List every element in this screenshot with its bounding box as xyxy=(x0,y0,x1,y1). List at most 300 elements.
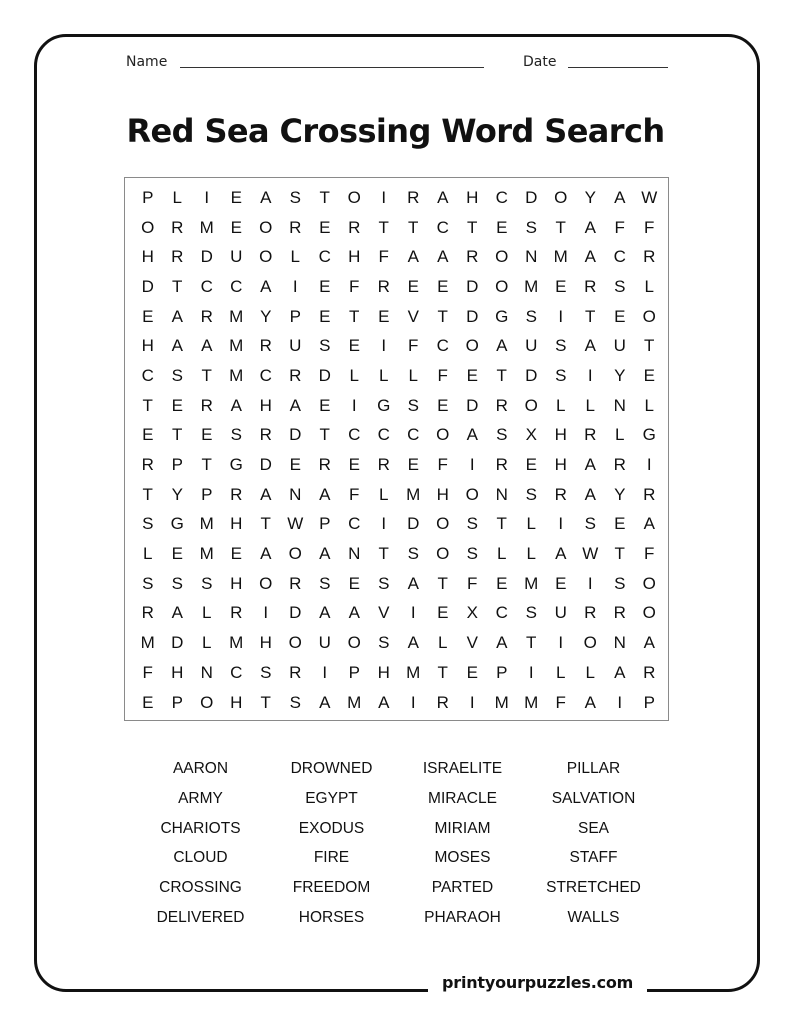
grid-letter[interactable]: S xyxy=(142,573,154,593)
grid-letter[interactable]: F xyxy=(349,484,360,504)
grid-letter[interactable]: A xyxy=(496,633,508,653)
grid-letter[interactable]: M xyxy=(553,247,568,267)
grid-letter[interactable]: H xyxy=(141,247,154,267)
grid-letter[interactable]: Y xyxy=(584,187,596,207)
grid-letter[interactable]: E xyxy=(555,276,567,296)
grid-letter[interactable]: E xyxy=(319,276,331,296)
grid-letter[interactable]: L xyxy=(556,395,566,415)
grid-letter[interactable]: G xyxy=(377,395,391,415)
grid-letter[interactable]: I xyxy=(469,692,475,712)
grid-letter[interactable]: R xyxy=(466,247,479,267)
grid-letter[interactable]: A xyxy=(260,276,272,296)
grid-letter[interactable]: O xyxy=(288,633,302,653)
grid-letter[interactable]: P xyxy=(496,662,508,682)
grid-letter[interactable]: O xyxy=(436,514,450,534)
grid-letter[interactable]: C xyxy=(436,336,449,356)
grid-letter[interactable]: S xyxy=(260,662,272,682)
grid-letter[interactable]: Y xyxy=(260,306,272,326)
grid-letter[interactable]: O xyxy=(288,544,302,564)
grid-letter[interactable]: O xyxy=(259,247,273,267)
grid-letter[interactable]: F xyxy=(349,276,360,296)
grid-letter[interactable]: E xyxy=(142,692,154,712)
grid-letter[interactable]: O xyxy=(465,336,479,356)
grid-letter[interactable]: T xyxy=(319,187,330,207)
grid-letter[interactable]: T xyxy=(496,514,507,534)
grid-letter[interactable]: R xyxy=(377,455,390,475)
grid-letter[interactable]: H xyxy=(230,573,243,593)
grid-letter[interactable]: A xyxy=(614,187,626,207)
grid-letter[interactable]: C xyxy=(200,276,213,296)
grid-letter[interactable]: R xyxy=(584,425,597,445)
grid-letter[interactable]: I xyxy=(410,603,416,623)
grid-letter[interactable]: E xyxy=(171,395,183,415)
grid-letter[interactable]: G xyxy=(170,514,184,534)
grid-letter[interactable]: D xyxy=(200,247,213,267)
grid-letter[interactable]: A xyxy=(319,603,331,623)
grid-letter[interactable]: A xyxy=(614,662,626,682)
grid-letter[interactable]: C xyxy=(259,365,272,385)
grid-letter[interactable]: W xyxy=(641,187,658,207)
grid-letter[interactable]: S xyxy=(289,692,301,712)
grid-letter[interactable]: S xyxy=(584,514,596,534)
grid-letter[interactable]: S xyxy=(555,365,567,385)
grid-letter[interactable]: T xyxy=(319,425,330,445)
grid-letter[interactable]: L xyxy=(438,633,448,653)
grid-letter[interactable]: P xyxy=(171,692,183,712)
grid-letter[interactable]: S xyxy=(378,633,390,653)
grid-letter[interactable]: S xyxy=(614,276,626,296)
grid-letter[interactable]: O xyxy=(347,187,361,207)
grid-letter[interactable]: S xyxy=(378,573,390,593)
grid-letter[interactable]: T xyxy=(614,544,625,564)
grid-letter[interactable]: R xyxy=(318,455,331,475)
grid-letter[interactable]: A xyxy=(466,425,478,445)
grid-letter[interactable]: D xyxy=(525,187,538,207)
grid-letter[interactable]: M xyxy=(347,692,362,712)
grid-letter[interactable]: C xyxy=(377,425,390,445)
grid-letter[interactable]: I xyxy=(558,306,564,326)
grid-letter[interactable]: U xyxy=(613,336,626,356)
grid-letter[interactable]: E xyxy=(348,573,360,593)
grid-letter[interactable]: U xyxy=(289,336,302,356)
grid-letter[interactable]: O xyxy=(465,484,479,504)
grid-letter[interactable]: I xyxy=(292,276,298,296)
grid-letter[interactable]: A xyxy=(584,336,596,356)
grid-letter[interactable]: E xyxy=(496,573,508,593)
grid-letter[interactable]: G xyxy=(229,455,243,475)
grid-letter[interactable]: A xyxy=(584,692,596,712)
grid-letter[interactable]: S xyxy=(407,395,419,415)
grid-letter[interactable]: M xyxy=(199,514,214,534)
grid-letter[interactable]: O xyxy=(495,247,509,267)
grid-letter[interactable]: H xyxy=(259,633,272,653)
grid-letter[interactable]: R xyxy=(436,692,449,712)
grid-letter[interactable]: S xyxy=(525,306,537,326)
grid-letter[interactable]: S xyxy=(614,573,626,593)
grid-letter[interactable]: R xyxy=(289,573,302,593)
date-field-line[interactable] xyxy=(568,67,668,68)
grid-letter[interactable]: E xyxy=(466,662,478,682)
grid-letter[interactable]: O xyxy=(524,395,538,415)
grid-letter[interactable]: A xyxy=(407,573,419,593)
grid-letter[interactable]: E xyxy=(230,187,242,207)
grid-letter[interactable]: O xyxy=(642,573,656,593)
grid-letter[interactable]: E xyxy=(348,336,360,356)
grid-letter[interactable]: E xyxy=(437,276,449,296)
grid-letter[interactable]: G xyxy=(642,425,656,445)
grid-letter[interactable]: H xyxy=(141,336,154,356)
grid-letter[interactable]: A xyxy=(407,633,419,653)
grid-letter[interactable]: H xyxy=(466,187,479,207)
grid-letter[interactable]: E xyxy=(614,306,626,326)
grid-letter[interactable]: A xyxy=(407,247,419,267)
grid-letter[interactable]: T xyxy=(555,217,566,237)
grid-letter[interactable]: D xyxy=(407,514,420,534)
grid-letter[interactable]: T xyxy=(201,455,212,475)
grid-letter[interactable]: A xyxy=(171,336,183,356)
grid-letter[interactable]: D xyxy=(289,425,302,445)
grid-letter[interactable]: T xyxy=(378,217,389,237)
grid-letter[interactable]: I xyxy=(646,455,652,475)
grid-letter[interactable]: D xyxy=(466,306,479,326)
grid-letter[interactable]: N xyxy=(495,484,508,504)
grid-letter[interactable]: O xyxy=(259,217,273,237)
grid-letter[interactable]: L xyxy=(644,276,654,296)
grid-letter[interactable]: R xyxy=(259,336,272,356)
grid-letter[interactable]: I xyxy=(381,336,387,356)
grid-letter[interactable]: S xyxy=(407,544,419,564)
grid-letter[interactable]: F xyxy=(644,544,655,564)
grid-letter[interactable]: M xyxy=(140,633,155,653)
grid-letter[interactable]: W xyxy=(582,544,599,564)
grid-letter[interactable]: I xyxy=(587,365,593,385)
grid-letter[interactable]: L xyxy=(379,365,389,385)
grid-letter[interactable]: S xyxy=(171,573,183,593)
grid-letter[interactable]: R xyxy=(643,662,656,682)
grid-letter[interactable]: O xyxy=(347,633,361,653)
grid-letter[interactable]: Y xyxy=(614,365,626,385)
grid-letter[interactable]: C xyxy=(407,425,420,445)
grid-letter[interactable]: E xyxy=(643,365,655,385)
grid-letter[interactable]: D xyxy=(466,276,479,296)
grid-letter[interactable]: Y xyxy=(171,484,183,504)
grid-letter[interactable]: F xyxy=(614,217,625,237)
grid-letter[interactable]: F xyxy=(555,692,566,712)
grid-letter[interactable]: I xyxy=(381,187,387,207)
grid-letter[interactable]: C xyxy=(495,603,508,623)
grid-letter[interactable]: E xyxy=(171,544,183,564)
grid-letter[interactable]: R xyxy=(584,603,597,623)
grid-letter[interactable]: E xyxy=(466,365,478,385)
grid-letter[interactable]: F xyxy=(408,336,419,356)
grid-letter[interactable]: S xyxy=(496,425,508,445)
name-field-line[interactable] xyxy=(180,67,484,68)
grid-letter[interactable]: R xyxy=(289,365,302,385)
grid-letter[interactable]: S xyxy=(466,544,478,564)
grid-letter[interactable]: W xyxy=(287,514,304,534)
grid-letter[interactable]: O xyxy=(583,633,597,653)
grid-letter[interactable]: I xyxy=(558,633,564,653)
grid-letter[interactable]: O xyxy=(200,692,214,712)
grid-letter[interactable]: I xyxy=(322,662,328,682)
grid-letter[interactable]: C xyxy=(348,425,361,445)
grid-letter[interactable]: T xyxy=(142,484,153,504)
grid-letter[interactable]: C xyxy=(318,247,331,267)
grid-letter[interactable]: S xyxy=(319,336,331,356)
grid-letter[interactable]: D xyxy=(289,603,302,623)
grid-letter[interactable]: M xyxy=(524,692,539,712)
grid-letter[interactable]: L xyxy=(585,395,595,415)
grid-letter[interactable]: C xyxy=(230,276,243,296)
grid-letter[interactable]: C xyxy=(436,217,449,237)
grid-letter[interactable]: L xyxy=(202,603,212,623)
grid-letter[interactable]: D xyxy=(171,633,184,653)
grid-letter[interactable]: V xyxy=(407,306,419,326)
grid-letter[interactable]: R xyxy=(495,395,508,415)
grid-letter[interactable]: R xyxy=(643,484,656,504)
grid-letter[interactable]: C xyxy=(613,247,626,267)
grid-letter[interactable]: A xyxy=(230,395,242,415)
grid-letter[interactable]: M xyxy=(229,336,244,356)
grid-letter[interactable]: N xyxy=(289,484,302,504)
grid-letter[interactable]: E xyxy=(319,217,331,237)
grid-letter[interactable]: U xyxy=(230,247,243,267)
grid-letter[interactable]: A xyxy=(437,247,449,267)
grid-letter[interactable]: T xyxy=(408,217,419,237)
grid-letter[interactable]: R xyxy=(348,217,361,237)
grid-letter[interactable]: E xyxy=(407,455,419,475)
grid-letter[interactable]: R xyxy=(289,217,302,237)
grid-letter[interactable]: R xyxy=(584,276,597,296)
grid-letter[interactable]: E xyxy=(437,603,449,623)
grid-letter[interactable]: L xyxy=(379,484,389,504)
grid-letter[interactable]: V xyxy=(378,603,390,623)
grid-letter[interactable]: O xyxy=(642,306,656,326)
grid-letter[interactable]: M xyxy=(524,276,539,296)
grid-letter[interactable]: P xyxy=(201,484,213,504)
grid-letter[interactable]: X xyxy=(466,603,478,623)
grid-letter[interactable]: O xyxy=(436,425,450,445)
grid-letter[interactable]: E xyxy=(319,395,331,415)
grid-letter[interactable]: P xyxy=(171,455,183,475)
grid-letter[interactable]: A xyxy=(260,484,272,504)
grid-letter[interactable]: A xyxy=(584,455,596,475)
grid-letter[interactable]: S xyxy=(525,484,537,504)
grid-letter[interactable]: R xyxy=(230,484,243,504)
grid-letter[interactable]: A xyxy=(319,692,331,712)
grid-letter[interactable]: D xyxy=(318,365,331,385)
grid-letter[interactable]: O xyxy=(554,187,568,207)
grid-letter[interactable]: T xyxy=(172,276,183,296)
grid-letter[interactable]: N xyxy=(613,395,626,415)
grid-letter[interactable]: L xyxy=(556,662,566,682)
grid-letter[interactable]: M xyxy=(406,484,421,504)
grid-letter[interactable]: R xyxy=(230,603,243,623)
grid-letter[interactable]: E xyxy=(142,425,154,445)
grid-letter[interactable]: S xyxy=(201,573,213,593)
grid-letter[interactable]: A xyxy=(437,187,449,207)
grid-letter[interactable]: M xyxy=(199,217,214,237)
grid-letter[interactable]: A xyxy=(171,603,183,623)
grid-letter[interactable]: E xyxy=(437,395,449,415)
grid-letter[interactable]: M xyxy=(229,306,244,326)
grid-letter[interactable]: D xyxy=(466,395,479,415)
grid-letter[interactable]: E xyxy=(496,217,508,237)
grid-letter[interactable]: T xyxy=(437,573,448,593)
grid-letter[interactable]: A xyxy=(496,336,508,356)
grid-letter[interactable]: I xyxy=(617,692,623,712)
grid-letter[interactable]: N xyxy=(348,544,361,564)
grid-letter[interactable]: A xyxy=(555,544,567,564)
grid-letter[interactable]: A xyxy=(319,484,331,504)
grid-letter[interactable]: T xyxy=(437,306,448,326)
grid-letter[interactable]: A xyxy=(260,187,272,207)
grid-letter[interactable]: T xyxy=(349,306,360,326)
grid-letter[interactable]: R xyxy=(171,247,184,267)
grid-letter[interactable]: L xyxy=(615,425,625,445)
grid-letter[interactable]: E xyxy=(319,306,331,326)
grid-letter[interactable]: O xyxy=(436,544,450,564)
grid-letter[interactable]: P xyxy=(142,187,154,207)
grid-letter[interactable]: H xyxy=(230,514,243,534)
grid-letter[interactable]: P xyxy=(348,662,360,682)
grid-letter[interactable]: R xyxy=(200,306,213,326)
grid-letter[interactable]: U xyxy=(525,336,538,356)
grid-letter[interactable]: M xyxy=(524,573,539,593)
grid-letter[interactable]: O xyxy=(495,276,509,296)
grid-letter[interactable]: L xyxy=(202,633,212,653)
grid-letter[interactable]: A xyxy=(643,633,655,653)
grid-letter[interactable]: F xyxy=(378,247,389,267)
grid-letter[interactable]: L xyxy=(143,544,153,564)
grid-letter[interactable]: H xyxy=(554,425,567,445)
grid-letter[interactable]: R xyxy=(141,455,154,475)
grid-letter[interactable]: T xyxy=(644,336,655,356)
grid-letter[interactable]: F xyxy=(467,573,478,593)
grid-letter[interactable]: S xyxy=(525,217,537,237)
grid-letter[interactable]: F xyxy=(437,455,448,475)
grid-letter[interactable]: D xyxy=(141,276,154,296)
grid-letter[interactable]: L xyxy=(585,662,595,682)
grid-letter[interactable]: R xyxy=(613,603,626,623)
grid-letter[interactable]: L xyxy=(526,514,536,534)
grid-letter[interactable]: H xyxy=(436,484,449,504)
grid-letter[interactable]: M xyxy=(199,544,214,564)
grid-letter[interactable]: I xyxy=(410,692,416,712)
grid-letter[interactable]: E xyxy=(142,306,154,326)
grid-letter[interactable]: U xyxy=(554,603,567,623)
grid-letter[interactable]: T xyxy=(378,544,389,564)
grid-letter[interactable]: L xyxy=(408,365,418,385)
grid-letter[interactable]: T xyxy=(585,306,596,326)
grid-letter[interactable]: I xyxy=(469,455,475,475)
grid-letter[interactable]: A xyxy=(643,514,655,534)
grid-letter[interactable]: T xyxy=(437,662,448,682)
grid-letter[interactable]: P xyxy=(319,514,331,534)
grid-letter[interactable]: R xyxy=(377,276,390,296)
grid-letter[interactable]: U xyxy=(318,633,331,653)
grid-letter[interactable]: F xyxy=(437,365,448,385)
grid-letter[interactable]: G xyxy=(495,306,509,326)
grid-letter[interactable]: S xyxy=(230,425,242,445)
grid-letter[interactable]: E xyxy=(348,455,360,475)
grid-letter[interactable]: M xyxy=(229,365,244,385)
grid-letter[interactable]: E xyxy=(525,455,537,475)
grid-letter[interactable]: L xyxy=(172,187,182,207)
grid-letter[interactable]: I xyxy=(351,395,357,415)
grid-letter[interactable]: O xyxy=(642,603,656,623)
grid-letter[interactable]: H xyxy=(259,395,272,415)
grid-letter[interactable]: V xyxy=(466,633,478,653)
grid-letter[interactable]: A xyxy=(319,544,331,564)
grid-letter[interactable]: H xyxy=(377,662,390,682)
grid-letter[interactable]: P xyxy=(643,692,655,712)
grid-letter[interactable]: S xyxy=(466,514,478,534)
grid-letter[interactable]: L xyxy=(526,544,536,564)
grid-letter[interactable]: F xyxy=(644,217,655,237)
grid-letter[interactable]: A xyxy=(348,603,360,623)
grid-letter[interactable]: T xyxy=(172,425,183,445)
grid-letter[interactable]: S xyxy=(142,514,154,534)
grid-letter[interactable]: R xyxy=(643,247,656,267)
grid-letter[interactable]: I xyxy=(528,662,534,682)
grid-letter[interactable]: I xyxy=(587,573,593,593)
grid-letter[interactable]: R xyxy=(141,603,154,623)
grid-letter[interactable]: E xyxy=(555,573,567,593)
grid-letter[interactable]: H xyxy=(171,662,184,682)
grid-letter[interactable]: T xyxy=(526,633,537,653)
grid-letter[interactable]: C xyxy=(230,662,243,682)
grid-letter[interactable]: X xyxy=(525,425,537,445)
grid-letter[interactable]: L xyxy=(290,247,300,267)
grid-letter[interactable]: R xyxy=(613,455,626,475)
grid-letter[interactable]: L xyxy=(644,395,654,415)
grid-letter[interactable]: A xyxy=(584,217,596,237)
grid-letter[interactable]: A xyxy=(378,692,390,712)
grid-letter[interactable]: R xyxy=(495,455,508,475)
grid-letter[interactable]: R xyxy=(407,187,420,207)
grid-letter[interactable]: E xyxy=(230,217,242,237)
grid-letter[interactable]: E xyxy=(378,306,390,326)
grid-letter[interactable]: N xyxy=(200,662,213,682)
grid-letter[interactable]: C xyxy=(348,514,361,534)
grid-letter[interactable]: E xyxy=(201,425,213,445)
grid-letter[interactable]: R xyxy=(171,217,184,237)
grid-letter[interactable]: E xyxy=(407,276,419,296)
grid-letter[interactable]: N xyxy=(613,633,626,653)
grid-letter[interactable]: L xyxy=(349,365,359,385)
grid-letter[interactable]: T xyxy=(496,365,507,385)
grid-letter[interactable]: H xyxy=(348,247,361,267)
grid-letter[interactable]: O xyxy=(259,573,273,593)
grid-letter[interactable]: T xyxy=(142,395,153,415)
grid-letter[interactable]: S xyxy=(319,573,331,593)
grid-letter[interactable]: T xyxy=(260,692,271,712)
grid-letter[interactable]: D xyxy=(525,365,538,385)
grid-letter[interactable]: M xyxy=(406,662,421,682)
grid-letter[interactable]: A xyxy=(260,544,272,564)
grid-letter[interactable]: R xyxy=(554,484,567,504)
grid-letter[interactable]: M xyxy=(494,692,509,712)
grid-letter[interactable]: P xyxy=(289,306,301,326)
grid-letter[interactable]: I xyxy=(263,603,269,623)
grid-letter[interactable]: N xyxy=(525,247,538,267)
grid-letter[interactable]: Y xyxy=(614,484,626,504)
grid-letter[interactable]: R xyxy=(200,395,213,415)
grid-letter[interactable]: O xyxy=(141,217,155,237)
grid-letter[interactable]: L xyxy=(497,544,507,564)
grid-letter[interactable]: I xyxy=(381,514,387,534)
